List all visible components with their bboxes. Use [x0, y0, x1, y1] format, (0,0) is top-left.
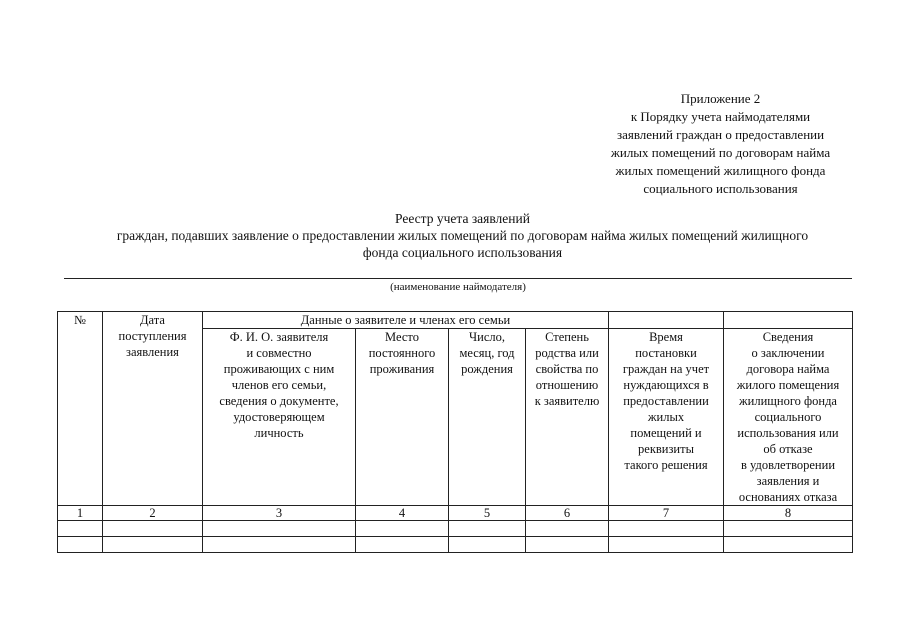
table-cell: [724, 521, 853, 537]
column-number: 2: [103, 506, 203, 521]
table-row: [58, 537, 853, 553]
header-birth-date: Число, месяц, год рождения: [449, 329, 526, 506]
table-cell: [356, 537, 449, 553]
header-empty-cell: [724, 312, 853, 329]
appendix-line: социального использования: [643, 181, 798, 196]
column-number: 6: [526, 506, 609, 521]
title-line-3: фонда социального использования: [362, 245, 563, 260]
header-date-received: Дата поступления заявления: [103, 312, 203, 506]
column-number: 3: [203, 506, 356, 521]
table-cell: [203, 537, 356, 553]
table-cell: [356, 521, 449, 537]
header-registration-time: Время постановки граждан на учет нуждающихся в предоставлении жилых помещений и реквизиты такого решения: [609, 329, 724, 506]
title-line-1: Реестр учета заявлений: [395, 211, 530, 226]
column-number: 1: [58, 506, 103, 521]
table-cell: [203, 521, 356, 537]
table-cell: [609, 537, 724, 553]
appendix-line: Приложение 2: [680, 91, 761, 106]
table-cell: [526, 521, 609, 537]
column-numbers-row: [58, 506, 853, 521]
table-cell: [724, 537, 853, 553]
landlord-name-line: [64, 278, 852, 279]
appendix-line: заявлений граждан о предоставлении: [616, 127, 825, 142]
table-cell: [103, 521, 203, 537]
header-full-name: Ф. И. О. заявителя и совместно проживающих с ним членов его семьи, сведения о документе, удостоверяющем личность: [203, 329, 356, 506]
appendix-line: к Порядку учета наймодателями: [630, 109, 811, 124]
column-number: 7: [609, 506, 724, 521]
landlord-name-caption: (наименование наймодателя): [390, 281, 526, 293]
table-cell: [449, 521, 526, 537]
table-cell: [103, 537, 203, 553]
column-number: 4: [356, 506, 449, 521]
table-row: [58, 521, 853, 537]
table-cell: [58, 537, 103, 553]
table-cell: [449, 537, 526, 553]
header-kinship: Степень родства или свойства по отношению к заявителю: [526, 329, 609, 506]
header-contract-info: Сведения о заключении договора найма жилого помещения жилищного фонда социального использования или об отказе в удовлетворении заявления и основаниях отказа: [724, 329, 853, 506]
header-empty-cell: [609, 312, 724, 329]
document-title: [40, 210, 885, 261]
appendix-line: жилых помещений по договорам найма: [610, 145, 831, 160]
register-table: [57, 311, 853, 553]
table-cell: [58, 521, 103, 537]
column-number: 5: [449, 506, 526, 521]
appendix-header: [588, 90, 853, 198]
table-cell: [526, 537, 609, 553]
appendix-line: жилых помещений жилищного фонда: [615, 163, 826, 178]
column-number: 8: [724, 506, 853, 521]
table-cell: [609, 521, 724, 537]
header-applicant-data-group: Данные о заявителе и членах его семьи: [203, 312, 609, 329]
header-number: №: [58, 312, 103, 506]
title-line-2: граждан, подавших заявление о предоставлении жилых помещений по договорам найма жилых помещений жилищного: [116, 228, 809, 243]
header-residence: Место постоянного проживания: [356, 329, 449, 506]
